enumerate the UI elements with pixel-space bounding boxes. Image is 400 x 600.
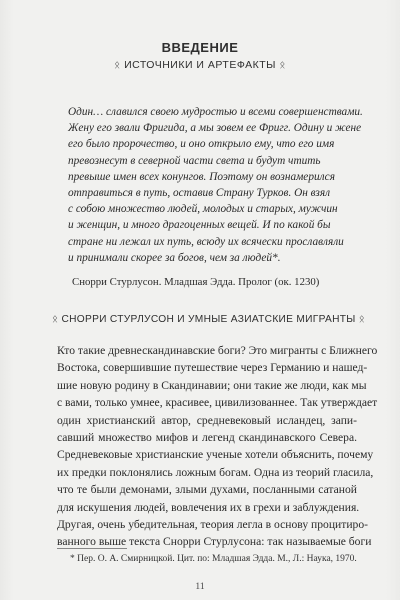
ornament-knot-icon: ᛟ [114, 60, 121, 71]
chapter-subtitle-text: ИСТОЧНИКИ И АРТЕФАКТЫ [124, 59, 276, 71]
epigraph-line: превознесут в северной части света и будут чтить [68, 154, 321, 167]
epigraph [68, 104, 363, 266]
epigraph-line: превыше имен всех конунгов. Поэтому он вознамерился [68, 170, 335, 183]
epigraph-line: Один… славился своею мудростью и всеми совершенствами. [68, 106, 363, 118]
footnote: * Пер. О. А. Смирницкой. Цит. по: Младшая Эдда. М., Л.: Наука, 1970. [70, 554, 357, 564]
epigraph-line: Жену его звали Фригида, а мы зовем ее Фригг. Одину и жене [68, 122, 362, 135]
section-heading [52, 314, 365, 325]
body-line: савший множество мифов и легенд скандинавского Севера. [57, 431, 357, 445]
epigraph-line: стране ни лежал их путь, всюду их всячески прославляли [68, 235, 344, 248]
ornament-knot-icon: ᛟ [279, 60, 286, 71]
body-line: Востока, совершившие путешествие через Германию и нашед- [57, 361, 368, 375]
epigraph-line: и женщин, и много драгоценных вещей. И по какой бы [68, 219, 331, 232]
body-line: для искушения людей, вовлечения их в грехи и заблуждения. [57, 500, 360, 514]
body-line: ванного выше текста Снорри Стурлусона: так называемые боги [57, 535, 372, 549]
body-line: один христианский автор, средневековый исландец, запи- [57, 413, 357, 427]
chapter-title: ВВЕДЕНИЕ [161, 40, 239, 55]
body-line: что те были демонами, злыми духами, посланными сатаной [57, 483, 357, 497]
chapter-subtitle [0, 59, 400, 71]
ornament-knot-icon: ᛟ [358, 314, 366, 325]
epigraph-line: с собою множество людей, молодых и старых, мужчин [68, 203, 338, 216]
body-line: Кто такие древнескандинавские боги? Это мигранты с Ближнего [57, 344, 378, 357]
body-line: Средневековые христианские ученые хотели объяснить, почему [57, 448, 374, 462]
body-text [57, 342, 378, 551]
footnote-rule [57, 548, 127, 549]
ornament-knot-icon: ᛟ [52, 314, 59, 325]
epigraph-line: отправиться в путь, оставив Страну Турков. Он взял [68, 187, 331, 200]
body-line: их предки поклонялись ложным богам. Одна из теорий гласила, [57, 465, 374, 479]
page-number: 11 [195, 582, 205, 592]
body-line: Другая, очень убедительная, теория легла в основу процитиро- [57, 518, 368, 532]
epigraph-line: и принимали скорее за богов, чем за людей*. [68, 251, 281, 264]
epigraph-source: Снорри Стурлусон. Младшая Эдда. Пролог (ок. 1230) [72, 276, 320, 288]
body-line: шие новую родину в Скандинавии; они такие же люди, как мы [57, 378, 367, 392]
section-heading-text: СНОРРИ СТУРЛУСОН И УМНЫЕ АЗИАТСКИЕ МИГРАНТЫ [61, 314, 356, 325]
epigraph-line: его было пророчество, и оно открыло ему, что его имя [68, 138, 335, 151]
body-line: с вами, только умнее, красивее, цивилизованнее. Так утверждает [57, 396, 378, 410]
